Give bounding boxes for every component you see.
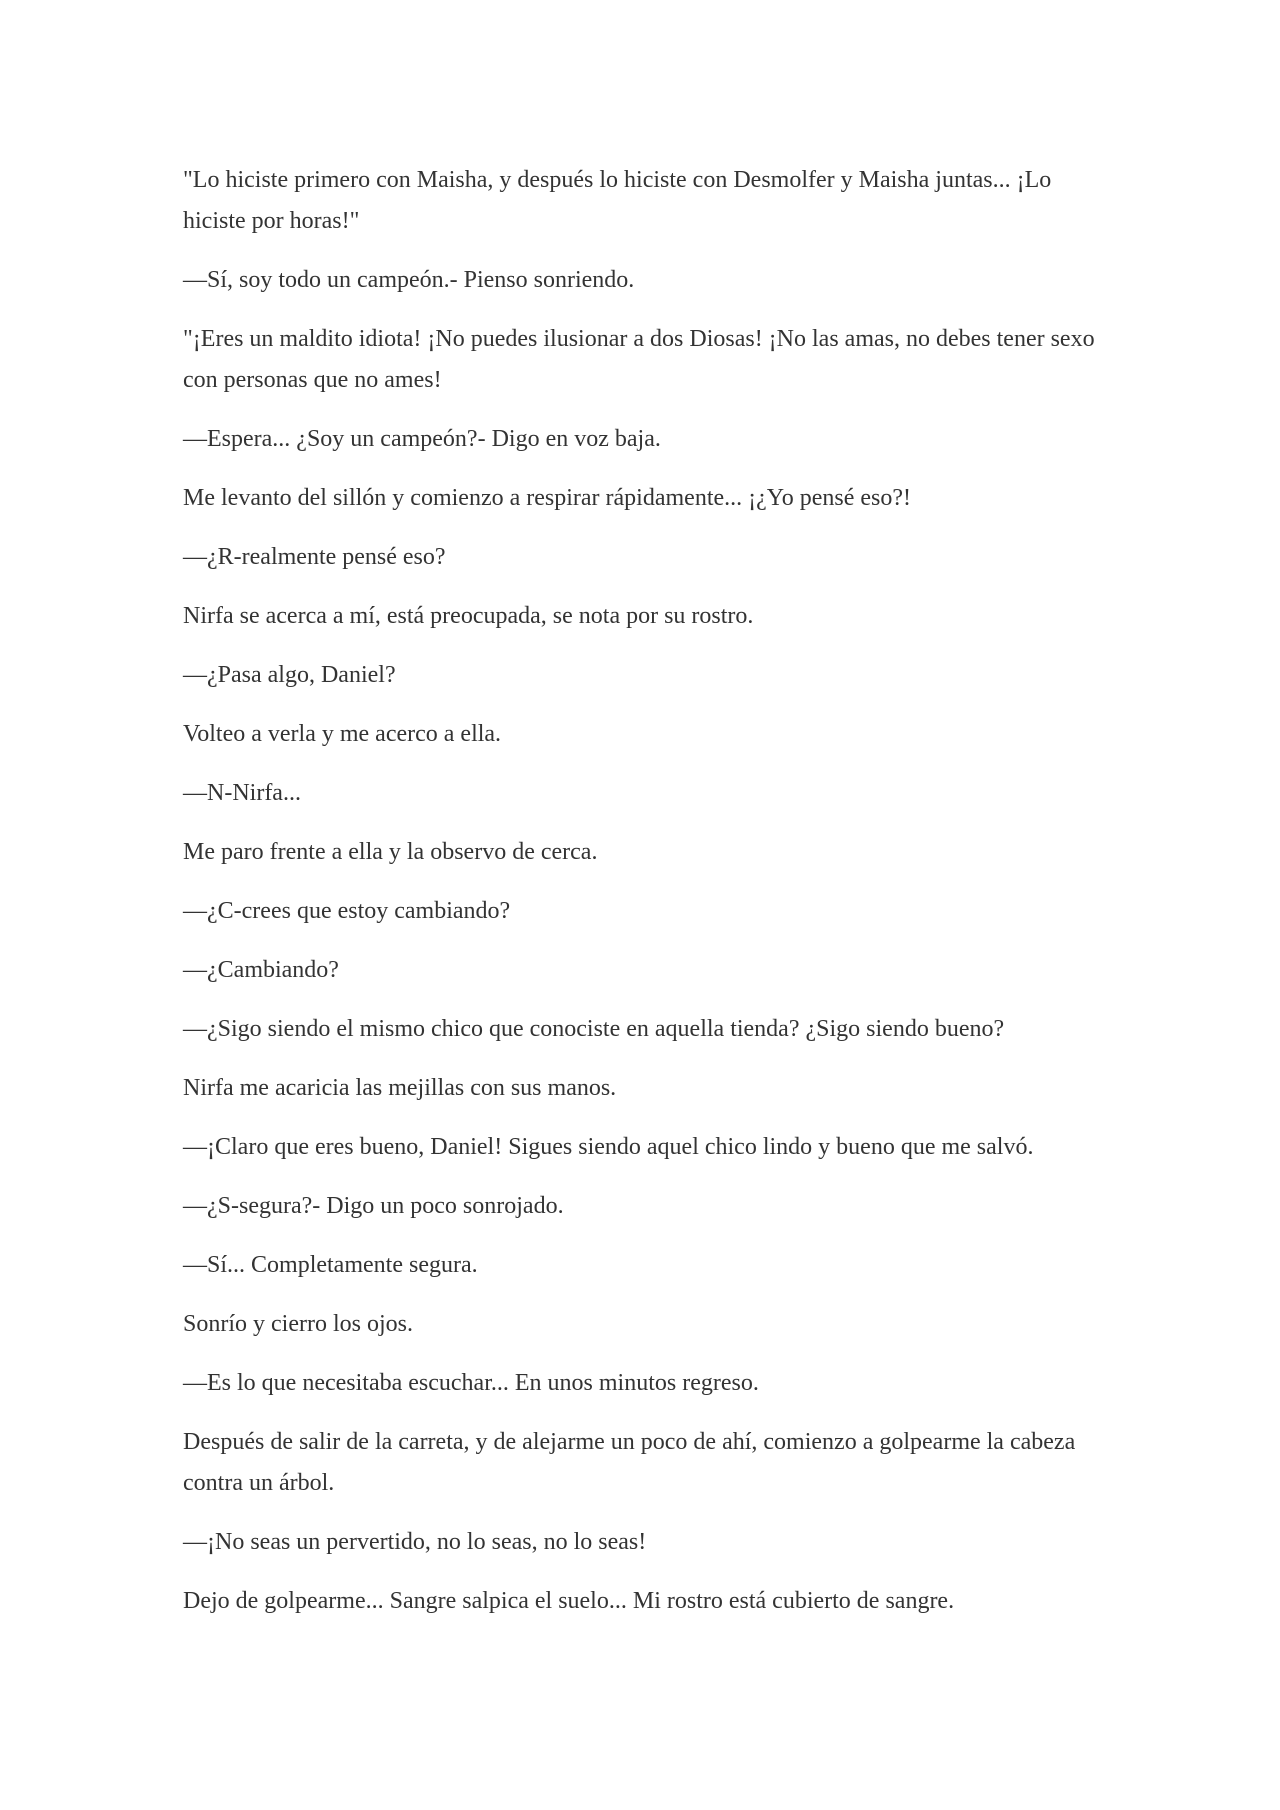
paragraph: —¡No seas un pervertido, no lo seas, no lo seas!	[183, 1529, 647, 1555]
paragraph: —¡Claro que eres bueno, Daniel! Sigues siendo aquel chico lindo y bueno que me salvó.	[183, 1134, 1034, 1160]
paragraph: —¿C-crees que estoy cambiando?	[183, 898, 511, 924]
paragraph: Nirfa se acerca a mí, está preocupada, se nota por su rostro.	[183, 603, 754, 629]
paragraph: Después de salir de la carreta, y de alejarme un poco de ahí, comienzo a golpearme la cabeza contra un árbol.	[183, 1429, 1076, 1496]
paragraph: —¿R-realmente pensé eso?	[183, 544, 446, 570]
paragraph: —N-Nirfa...	[183, 780, 301, 806]
paragraph: Volteo a verla y me acerco a ella.	[183, 721, 502, 747]
paragraph: —¿Sigo siendo el mismo chico que conociste en aquella tienda? ¿Sigo siendo bueno?	[183, 1016, 1005, 1042]
paragraph: Dejo de golpearme... Sangre salpica el suelo... Mi rostro está cubierto de sangre.	[183, 1588, 955, 1614]
document-body	[183, 160, 1103, 1640]
paragraph: —Espera... ¿Soy un campeón?- Digo en voz baja.	[183, 426, 661, 452]
paragraph: —Es lo que necesitaba escuchar... En unos minutos regreso.	[183, 1370, 759, 1396]
paragraph: Me paro frente a ella y la observo de cerca.	[183, 839, 598, 865]
paragraph: Me levanto del sillón y comienzo a respirar rápidamente... ¡¿Yo pensé eso?!	[183, 485, 911, 511]
paragraph: —¿Cambiando?	[183, 957, 339, 983]
paragraph: Sonrío y cierro los ojos.	[183, 1311, 413, 1337]
paragraph: —¿Pasa algo, Daniel?	[183, 662, 396, 688]
paragraph: —¿S-segura?- Digo un poco sonrojado.	[183, 1193, 564, 1219]
paragraph: "Lo hiciste primero con Maisha, y después lo hiciste con Desmolfer y Maisha juntas... ¡Lo hiciste por horas!"	[183, 167, 1052, 234]
paragraph: —Sí, soy todo un campeón.- Pienso sonriendo.	[183, 267, 635, 293]
paragraph: Nirfa me acaricia las mejillas con sus manos.	[183, 1075, 617, 1101]
paragraph: —Sí... Completamente segura.	[183, 1252, 478, 1278]
paragraph: "¡Eres un maldito idiota! ¡No puedes ilusionar a dos Diosas! ¡No las amas, no debes tener sexo con personas que no ames!	[183, 326, 1095, 393]
